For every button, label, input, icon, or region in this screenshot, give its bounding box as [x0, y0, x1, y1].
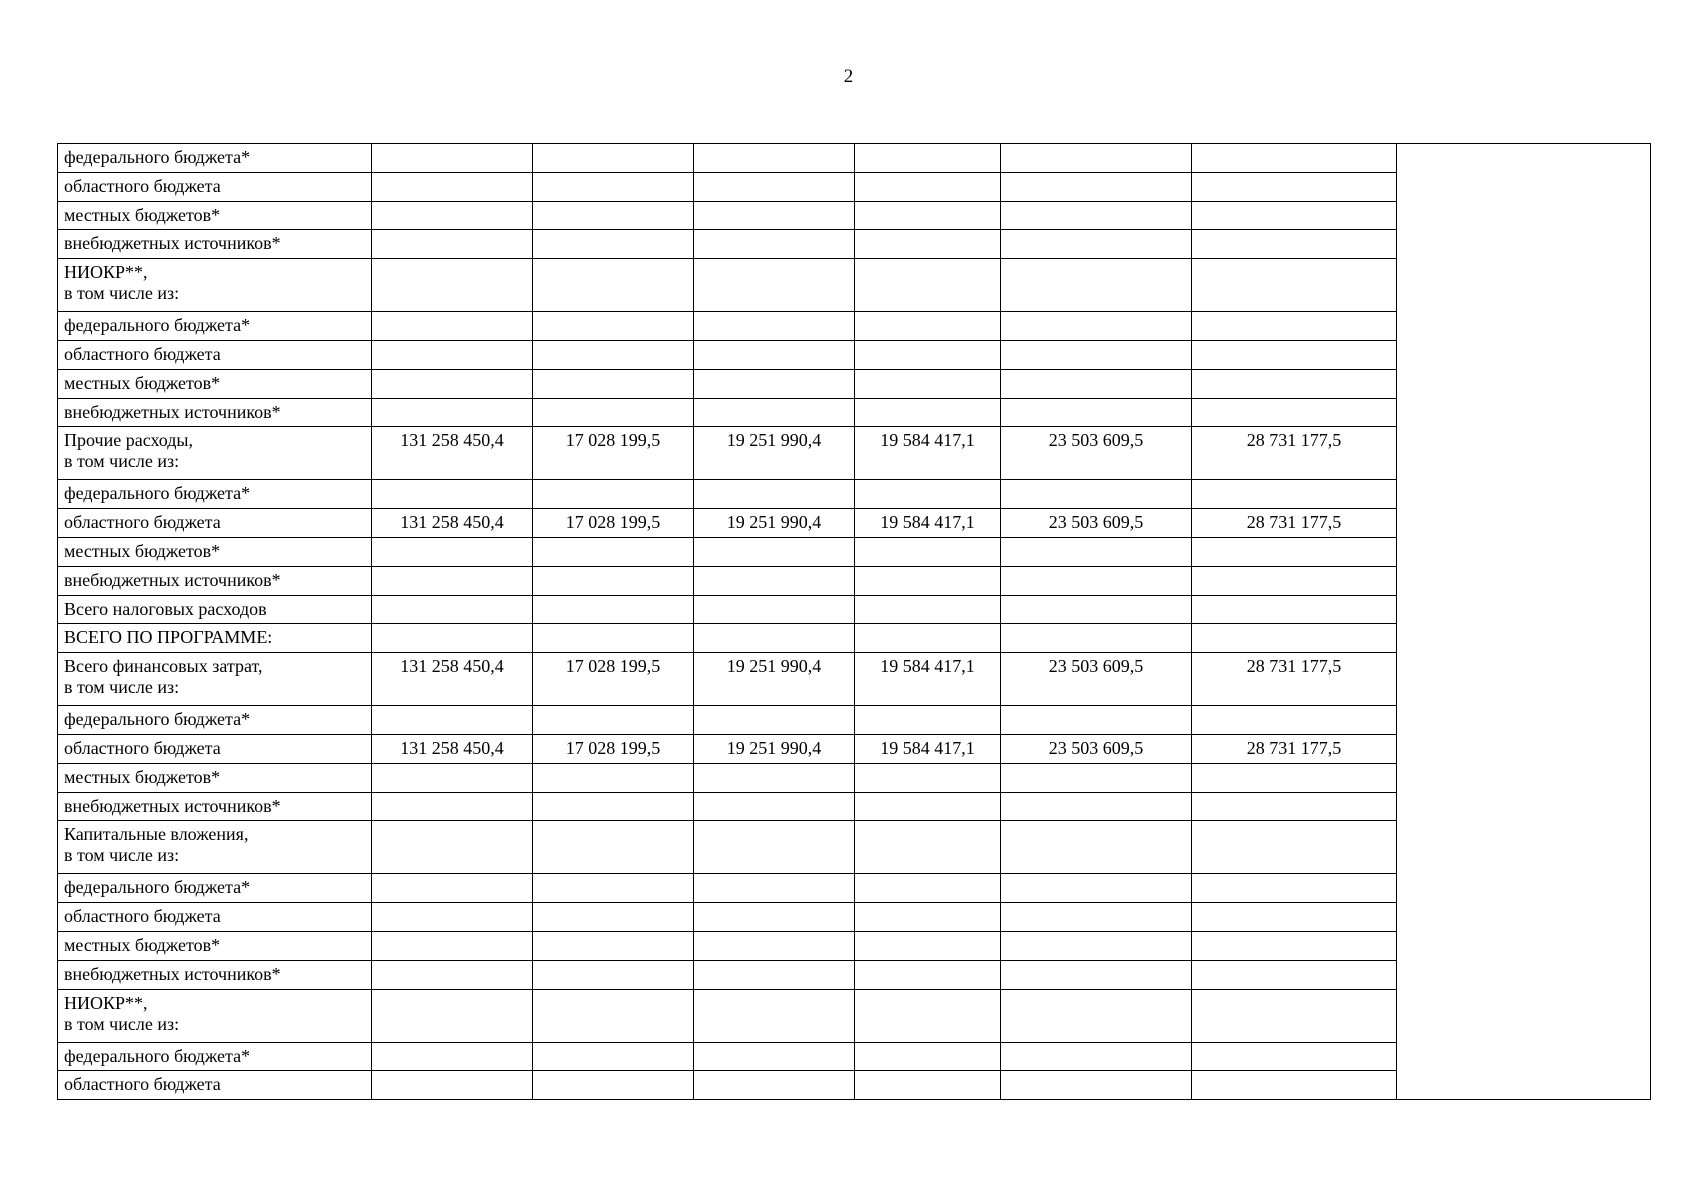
row-label-cell: [58, 960, 372, 989]
value-cell-col-5: 23 503 609,5: [1001, 509, 1192, 538]
value-cell-col-2: [533, 144, 694, 173]
value-cell-col-5: [1001, 763, 1192, 792]
value-cell-col-4: [855, 537, 1001, 566]
value-cell-col-4: [855, 903, 1001, 932]
value-cell-col-1: [372, 792, 533, 821]
value-cell-col-2: [533, 1071, 694, 1100]
row-label-line: Прочие расходы,: [64, 430, 193, 451]
value-cell-col-4: [855, 201, 1001, 230]
value-cell-col-4: [855, 480, 1001, 509]
value-cell-col-2: [533, 624, 694, 653]
value-cell-col-5: [1001, 369, 1192, 398]
value-cell-col-2: [533, 989, 694, 1042]
value-cell-col-3: [694, 398, 855, 427]
value-cell-col-1: 131 258 450,4: [372, 653, 533, 706]
value-cell-col-5: [1001, 480, 1192, 509]
row-label-line: федерального бюджета*: [64, 483, 251, 504]
value-cell-col-3: [694, 312, 855, 341]
value-cell-col-5: [1001, 566, 1192, 595]
value-cell-col-5: [1001, 1071, 1192, 1100]
row-label-line: внебюджетных источников*: [64, 963, 281, 984]
row-label-cell: [58, 230, 372, 259]
value-cell-col-5: [1001, 903, 1192, 932]
row-label-line: местных бюджетов*: [64, 204, 221, 225]
value-cell-col-3: [694, 259, 855, 312]
row-label-line: Всего финансовых затрат,: [64, 656, 263, 677]
row-label-line: областного бюджета: [64, 175, 221, 196]
row-label-cell: [58, 874, 372, 903]
value-cell-col-5: [1001, 201, 1192, 230]
value-cell-col-5: [1001, 259, 1192, 312]
value-cell-col-1: [372, 960, 533, 989]
row-label-cell: [58, 706, 372, 735]
value-cell-col-5: [1001, 595, 1192, 624]
value-cell-col-1: [372, 172, 533, 201]
value-cell-col-5: [1001, 340, 1192, 369]
value-cell-col-4: [855, 340, 1001, 369]
value-cell-col-6: [1192, 230, 1397, 259]
value-cell-col-5: [1001, 144, 1192, 173]
value-cell-col-4: [855, 706, 1001, 735]
value-cell-col-1: [372, 931, 533, 960]
row-label-cell: [58, 624, 372, 653]
value-cell-col-1: [372, 706, 533, 735]
value-cell-col-3: [694, 763, 855, 792]
row-label-line: ВСЕГО ПО ПРОГРАММЕ:: [64, 627, 273, 648]
value-cell-col-3: [694, 903, 855, 932]
value-cell-col-2: [533, 1042, 694, 1071]
merged-right-column-cell: [1397, 144, 1651, 1100]
row-label-line: местных бюджетов*: [64, 934, 221, 955]
value-cell-col-6: 28 731 177,5: [1192, 734, 1397, 763]
value-cell-col-3: [694, 792, 855, 821]
value-cell-col-6: [1192, 960, 1397, 989]
value-cell-col-1: [372, 398, 533, 427]
value-cell-col-2: [533, 595, 694, 624]
value-cell-col-2: [533, 201, 694, 230]
row-label-line: областного бюджета: [64, 343, 221, 364]
value-cell-col-1: [372, 874, 533, 903]
value-cell-col-1: [372, 144, 533, 173]
value-cell-col-3: [694, 931, 855, 960]
value-cell-col-6: [1192, 259, 1397, 312]
value-cell-col-6: [1192, 340, 1397, 369]
page-number: 2: [843, 66, 854, 87]
value-cell-col-4: [855, 369, 1001, 398]
row-label-cell: [58, 1071, 372, 1100]
value-cell-col-6: [1192, 989, 1397, 1042]
value-cell-col-3: 19 251 990,4: [694, 653, 855, 706]
value-cell-col-3: [694, 595, 855, 624]
value-cell-col-6: [1192, 874, 1397, 903]
value-cell-col-2: [533, 398, 694, 427]
value-cell-col-1: 131 258 450,4: [372, 427, 533, 480]
value-cell-col-3: [694, 480, 855, 509]
row-label-cell: [58, 595, 372, 624]
row-label-cell: [58, 509, 372, 538]
row-label-cell: [58, 1042, 372, 1071]
value-cell-col-2: 17 028 199,5: [533, 427, 694, 480]
row-label-cell: [58, 734, 372, 763]
row-label-cell: [58, 427, 372, 480]
value-cell-col-1: [372, 259, 533, 312]
value-cell-col-5: [1001, 706, 1192, 735]
value-cell-col-2: [533, 259, 694, 312]
row-label-line: в том числе из:: [64, 451, 180, 472]
value-cell-col-2: [533, 903, 694, 932]
value-cell-col-1: [372, 821, 533, 874]
value-cell-col-6: [1192, 369, 1397, 398]
value-cell-col-3: [694, 1042, 855, 1071]
value-cell-col-1: [372, 624, 533, 653]
row-label-line: Капитальные вложения,: [64, 824, 249, 845]
value-cell-col-3: [694, 172, 855, 201]
value-cell-col-5: [1001, 960, 1192, 989]
value-cell-col-6: [1192, 821, 1397, 874]
value-cell-col-5: [1001, 989, 1192, 1042]
value-cell-col-4: [855, 230, 1001, 259]
value-cell-col-2: [533, 792, 694, 821]
value-cell-col-5: [1001, 792, 1192, 821]
row-label-cell: [58, 763, 372, 792]
value-cell-col-2: [533, 706, 694, 735]
value-cell-col-6: [1192, 763, 1397, 792]
row-label-cell: [58, 172, 372, 201]
value-cell-col-3: [694, 144, 855, 173]
value-cell-col-2: [533, 566, 694, 595]
row-label-cell: [58, 653, 372, 706]
value-cell-col-5: [1001, 312, 1192, 341]
value-cell-col-4: [855, 566, 1001, 595]
value-cell-col-3: [694, 537, 855, 566]
value-cell-col-3: [694, 566, 855, 595]
value-cell-col-6: [1192, 398, 1397, 427]
row-label-line: местных бюджетов*: [64, 766, 221, 787]
row-label-cell: [58, 398, 372, 427]
value-cell-col-5: [1001, 230, 1192, 259]
value-cell-col-4: [855, 931, 1001, 960]
row-label-line: Всего налоговых расходов: [64, 598, 267, 619]
value-cell-col-1: [372, 312, 533, 341]
value-cell-col-2: [533, 821, 694, 874]
value-cell-col-3: [694, 340, 855, 369]
value-cell-col-6: 28 731 177,5: [1192, 509, 1397, 538]
row-label-line: федерального бюджета*: [64, 877, 251, 898]
value-cell-col-3: 19 251 990,4: [694, 427, 855, 480]
row-label-line: внебюджетных источников*: [64, 401, 281, 422]
row-label-cell: [58, 312, 372, 341]
value-cell-col-1: [372, 595, 533, 624]
value-cell-col-4: 19 584 417,1: [855, 509, 1001, 538]
row-label-cell: [58, 537, 372, 566]
value-cell-col-6: [1192, 1071, 1397, 1100]
value-cell-col-5: [1001, 624, 1192, 653]
value-cell-col-6: [1192, 312, 1397, 341]
value-cell-col-5: [1001, 398, 1192, 427]
row-label-line: в том числе из:: [64, 283, 180, 304]
row-label-line: областного бюджета: [64, 512, 221, 533]
value-cell-col-5: 23 503 609,5: [1001, 427, 1192, 480]
value-cell-col-2: [533, 931, 694, 960]
value-cell-col-5: 23 503 609,5: [1001, 653, 1192, 706]
value-cell-col-2: [533, 312, 694, 341]
value-cell-col-5: [1001, 821, 1192, 874]
value-cell-col-4: [855, 398, 1001, 427]
value-cell-col-1: 131 258 450,4: [372, 509, 533, 538]
value-cell-col-4: [855, 792, 1001, 821]
value-cell-col-3: 19 251 990,4: [694, 509, 855, 538]
value-cell-col-4: [855, 821, 1001, 874]
value-cell-col-6: [1192, 595, 1397, 624]
value-cell-col-4: 19 584 417,1: [855, 734, 1001, 763]
value-cell-col-4: [855, 259, 1001, 312]
value-cell-col-2: 17 028 199,5: [533, 734, 694, 763]
value-cell-col-5: [1001, 874, 1192, 903]
value-cell-col-6: [1192, 144, 1397, 173]
row-label-cell: [58, 989, 372, 1042]
row-label-line: федерального бюджета*: [64, 709, 251, 730]
value-cell-col-6: 28 731 177,5: [1192, 427, 1397, 480]
value-cell-col-4: 19 584 417,1: [855, 427, 1001, 480]
value-cell-col-1: [372, 1071, 533, 1100]
value-cell-col-6: [1192, 201, 1397, 230]
value-cell-col-3: [694, 706, 855, 735]
value-cell-col-2: 17 028 199,5: [533, 509, 694, 538]
value-cell-col-3: [694, 624, 855, 653]
value-cell-col-3: [694, 1071, 855, 1100]
value-cell-col-2: [533, 874, 694, 903]
row-label-cell: [58, 903, 372, 932]
value-cell-col-3: [694, 230, 855, 259]
row-label-line: федерального бюджета*: [64, 315, 251, 336]
row-label-cell: [58, 340, 372, 369]
value-cell-col-3: [694, 201, 855, 230]
value-cell-col-6: [1192, 566, 1397, 595]
value-cell-col-1: [372, 903, 533, 932]
value-cell-col-6: [1192, 624, 1397, 653]
row-label-cell: [58, 792, 372, 821]
row-label-line: местных бюджетов*: [64, 540, 221, 561]
value-cell-col-4: [855, 624, 1001, 653]
value-cell-col-3: 19 251 990,4: [694, 734, 855, 763]
value-cell-col-3: [694, 369, 855, 398]
table-row: [58, 144, 1651, 173]
value-cell-col-1: [372, 480, 533, 509]
value-cell-col-6: 28 731 177,5: [1192, 653, 1397, 706]
row-label-line: федерального бюджета*: [64, 147, 251, 167]
row-label-cell: [58, 931, 372, 960]
value-cell-col-2: [533, 763, 694, 792]
value-cell-col-6: [1192, 172, 1397, 201]
value-cell-col-4: [855, 763, 1001, 792]
value-cell-col-3: [694, 960, 855, 989]
value-cell-col-6: [1192, 1042, 1397, 1071]
value-cell-col-2: [533, 960, 694, 989]
value-cell-col-5: [1001, 537, 1192, 566]
value-cell-col-1: [372, 369, 533, 398]
value-cell-col-4: 19 584 417,1: [855, 653, 1001, 706]
value-cell-col-5: [1001, 172, 1192, 201]
row-label-line: в том числе из:: [64, 845, 180, 866]
value-cell-col-4: [855, 144, 1001, 173]
row-label-line: местных бюджетов*: [64, 372, 221, 393]
value-cell-col-6: [1192, 792, 1397, 821]
value-cell-col-3: [694, 874, 855, 903]
value-cell-col-1: [372, 201, 533, 230]
value-cell-col-5: [1001, 1042, 1192, 1071]
value-cell-col-1: [372, 763, 533, 792]
value-cell-col-4: [855, 312, 1001, 341]
row-label-line: внебюджетных источников*: [64, 233, 281, 254]
value-cell-col-4: [855, 595, 1001, 624]
row-label-cell: [58, 144, 372, 173]
value-cell-col-6: [1192, 537, 1397, 566]
row-label-line: НИОКР**,: [64, 992, 148, 1013]
value-cell-col-2: [533, 480, 694, 509]
row-label-line: внебюджетных источников*: [64, 795, 281, 816]
row-label-cell: [58, 369, 372, 398]
row-label-cell: [58, 821, 372, 874]
value-cell-col-6: [1192, 903, 1397, 932]
row-label-line: внебюджетных источников*: [64, 569, 281, 590]
value-cell-col-5: 23 503 609,5: [1001, 734, 1192, 763]
value-cell-col-4: [855, 874, 1001, 903]
value-cell-col-1: [372, 989, 533, 1042]
value-cell-col-4: [855, 989, 1001, 1042]
value-cell-col-3: [694, 821, 855, 874]
value-cell-col-5: [1001, 931, 1192, 960]
value-cell-col-2: [533, 369, 694, 398]
row-label-cell: [58, 480, 372, 509]
value-cell-col-1: [372, 230, 533, 259]
row-label-cell: [58, 566, 372, 595]
row-label-line: в том числе из:: [64, 1013, 180, 1034]
value-cell-col-6: [1192, 931, 1397, 960]
value-cell-col-4: [855, 1042, 1001, 1071]
row-label-cell: [58, 201, 372, 230]
value-cell-col-3: [694, 989, 855, 1042]
value-cell-col-4: [855, 172, 1001, 201]
value-cell-col-2: 17 028 199,5: [533, 653, 694, 706]
value-cell-col-1: 131 258 450,4: [372, 734, 533, 763]
value-cell-col-1: [372, 537, 533, 566]
row-label-line: федерального бюджета*: [64, 1045, 251, 1066]
value-cell-col-2: [533, 537, 694, 566]
value-cell-col-1: [372, 340, 533, 369]
budget-table: [57, 143, 1651, 1100]
row-label-line: областного бюджета: [64, 906, 221, 927]
row-label-line: в том числе из:: [64, 677, 180, 698]
value-cell-col-4: [855, 1071, 1001, 1100]
budget-table-body: [58, 144, 1651, 1100]
value-cell-col-6: [1192, 706, 1397, 735]
value-cell-col-6: [1192, 480, 1397, 509]
value-cell-col-4: [855, 960, 1001, 989]
row-label-line: НИОКР**,: [64, 262, 148, 283]
value-cell-col-2: [533, 340, 694, 369]
value-cell-col-2: [533, 172, 694, 201]
value-cell-col-2: [533, 230, 694, 259]
value-cell-col-1: [372, 566, 533, 595]
value-cell-col-1: [372, 1042, 533, 1071]
row-label-line: областного бюджета: [64, 737, 221, 758]
row-label-cell: [58, 259, 372, 312]
row-label-line: областного бюджета: [64, 1074, 221, 1095]
